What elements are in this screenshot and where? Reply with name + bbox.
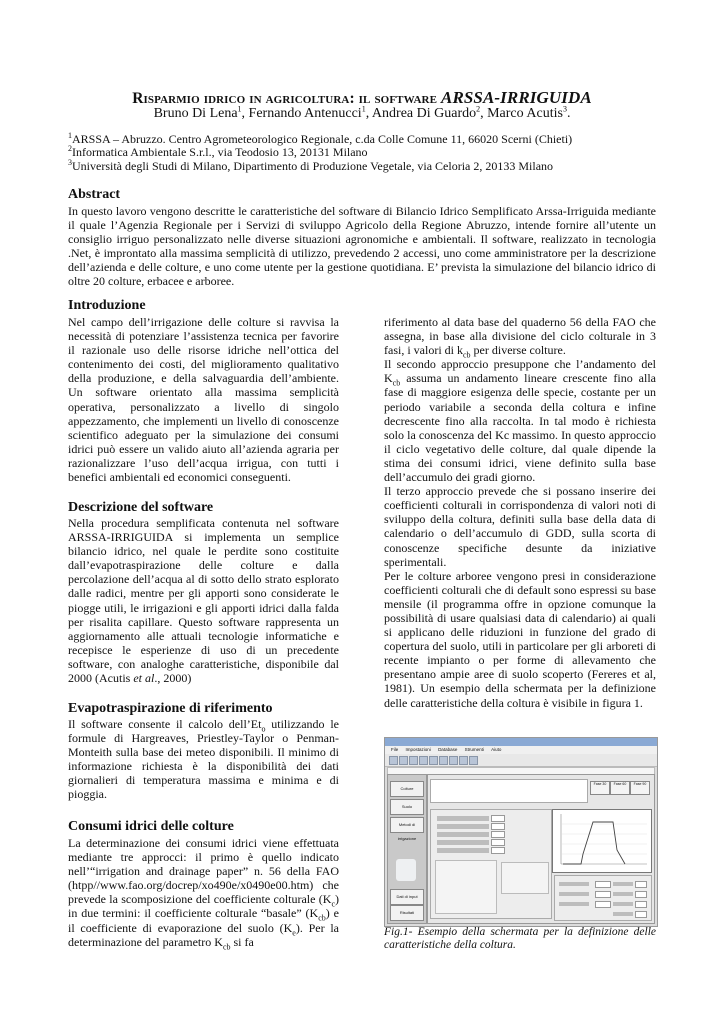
field-input bbox=[635, 891, 647, 898]
author: Fernando Antenucci$^1$, bbox=[248, 104, 372, 121]
field-label bbox=[437, 848, 489, 853]
title-main: Risparmio idrico in agricoltura: il software bbox=[132, 90, 438, 107]
evapo-heading: Evapotraspirazione di riferimento bbox=[68, 701, 273, 716]
field-label bbox=[559, 892, 589, 896]
kc-curve bbox=[553, 810, 651, 872]
toolbar-icon bbox=[389, 756, 398, 765]
toolbar-icon bbox=[429, 756, 438, 765]
affiliations bbox=[68, 133, 668, 173]
toolbar-icon bbox=[459, 756, 468, 765]
author: Bruno Di Lena$^1$, bbox=[153, 104, 249, 121]
field-input bbox=[595, 901, 611, 908]
toolbar-icon bbox=[469, 756, 478, 765]
figure-sidebar bbox=[387, 774, 427, 924]
affiliation: $^3$Università degli Studi di Milano, Dipartimento di Produzione Vegetale, via Celoria 2, 20133 Milano bbox=[68, 157, 554, 173]
intro-text: Nel campo dell’irrigazione delle colture si ravvisa la necessità di potenziare l’assistenza tecnica per favorire il razionale uso delle risorse idriche nell’ottica del contenimento dei costi, del miglioramento qualitativo della produzione, e della salvaguardia dell’ambiente. Un software orientato alla massima semplicità operativa, personalizzato a livello di singolo appezzamento, che implementi un livello di conoscenze scientifico adeguato per la simulazione dei consumi idrici può essere un valido aiuto all’azienda agraria per razionalizzare l’uso dell’acqua irrigua, con tutti i benefici ambientali ed economici conseguenti. bbox=[68, 315, 339, 485]
menu-item: Strumenti bbox=[464, 747, 484, 752]
field-input bbox=[491, 847, 505, 854]
menu-item: Aiuto bbox=[491, 747, 502, 752]
field-input bbox=[635, 881, 647, 888]
consumi-heading: Consumi idrici delle colture bbox=[68, 819, 234, 834]
figure-main-pane bbox=[427, 774, 655, 924]
field-input bbox=[491, 823, 505, 830]
field-input bbox=[595, 881, 611, 888]
field-input bbox=[491, 839, 505, 846]
window-titlebar bbox=[385, 738, 657, 746]
author: Marco Acutis$^3$. bbox=[487, 104, 571, 121]
field-label bbox=[437, 840, 489, 845]
title-software: ARSSA-IRRIGUIDA bbox=[441, 88, 592, 107]
field-label bbox=[613, 882, 633, 886]
sidebar-item: Dati di input bbox=[390, 889, 424, 905]
field-input bbox=[635, 901, 647, 908]
field-label bbox=[559, 902, 589, 906]
figure-caption: Fig.1- Esempio della schermata per la definizione delle caratteristiche della coltura. bbox=[384, 926, 656, 951]
affiliation: $^2$Informatica Ambientale S.r.l., via Teodosio 13, 20131 Milano bbox=[68, 144, 368, 160]
toolbar-icon bbox=[439, 756, 448, 765]
sidebar-item: Risultati bbox=[390, 905, 424, 921]
options-group bbox=[435, 860, 497, 914]
field-label bbox=[613, 892, 633, 896]
figure-software-screenshot bbox=[384, 737, 658, 927]
window-menubar bbox=[385, 746, 657, 754]
toolbar-icon bbox=[419, 756, 428, 765]
field-label bbox=[559, 882, 589, 886]
phase-button: Fase 60 bbox=[610, 781, 630, 795]
plant-icon bbox=[396, 859, 416, 881]
abstract-heading: Abstract bbox=[68, 187, 121, 202]
sidebar-item: Metodi di irrigazione bbox=[390, 817, 424, 833]
intro-heading: Introduzione bbox=[68, 298, 146, 313]
phase-button: Fase 30 bbox=[590, 781, 610, 795]
menu-item: Impostazioni bbox=[405, 747, 431, 752]
affiliation: $^1$ARSSA – Abruzzo. Centro Agrometeorologico Regionale, c.da Colle Comune 11, 66020 Scerni (Chieti) bbox=[68, 131, 573, 146]
abstract-text: In questo lavoro vengono descritte le caratteristiche del software di Bilancio Idrico Semplificato Arssa-Irriguida mediante il quale l’Agenzia Regionale per i Servizi di sviluppo Agricolo della Regione Abruzzo, intende fornire all’utente un consiglio irriguo personalizzato nelle diverse situazioni agronomiche e ambientali. Il software, realizzato in tecnologia .Net, è improntato alla massima semplicità di utilizzo, prevedendo 2 accessi, uno come amministratore per la descrizione dell’azienda e delle colture, e uno come utente per la gestione quotidiana. E’ prevista la simulazione del bilancio idrico di oltre 20 colture, erbacee e arboree. bbox=[68, 204, 656, 289]
sidebar-item: Suolo bbox=[390, 799, 424, 815]
field-input bbox=[491, 831, 505, 838]
field-input bbox=[491, 815, 505, 822]
descr-text: Nella procedura semplificata contenuta nel software ARSSA-IRRIGUIDA si implementa un semplice bilancio idrico, nel quale le perdite sono costituite dall’evapotraspirazione delle colture e dalla percolazione dell’acqua al di sotto dello strato esplorato dalle radici, mentre per gli apporti sono considerate le piogge utili, le irrigazioni e gli apporti idrici dalla falda per risalita capillare. Questo software rappresenta un aggiornamento alle attuali tecnologie informatiche e recepisce le esperienze di uso di un precedente software, con analoghe caratteristiche, disponibile dal 2000 (Acutis et al., 2000) bbox=[68, 516, 339, 686]
right-paragraph: Il secondo approccio presuppone che l’andamento del $K_{cb}$ assuma un andamento lineare crescente fino alla fase di maggiore esigenza delle specie, costante per un periodo variabile a seconda della coltura e infine decrescente fino alla raccolta. In tal modo è richiesta solo la conoscenza del Kc massimo. In questo approccio il ciclo vegetativo delle colture, dal quale dipende la stima dei consumi idrici, viene definito sulla base dell’accumulo dei gradi giorno. bbox=[384, 357, 656, 485]
dates-panel bbox=[554, 875, 652, 921]
field-label bbox=[613, 912, 633, 916]
toolbar-icon bbox=[449, 756, 458, 765]
field-label bbox=[613, 902, 633, 906]
author: Andrea Di Guardo$^2$, bbox=[371, 104, 488, 121]
menu-item: File bbox=[391, 747, 399, 752]
field-label bbox=[437, 824, 489, 829]
field-label bbox=[437, 832, 489, 837]
sidebar-item: Colture bbox=[390, 781, 424, 797]
kc-graph bbox=[552, 809, 652, 873]
right-paragraph: Il terzo approccio prevede che si possano inserire dei coefficienti colturali in corrispondenza di valori noti di sviluppo della coltura, definiti sulla base della data di calendario o dell’accumulo di GDD, sulla scorta di conoscenze specifiche desunte da iniziative sperimentali. bbox=[384, 484, 656, 569]
field-input bbox=[595, 891, 611, 898]
phase-button: Fase 90 bbox=[630, 781, 650, 795]
notes-box bbox=[430, 779, 588, 803]
field-input bbox=[635, 911, 647, 918]
parameters-panel bbox=[430, 809, 552, 919]
right-paragraph: riferimento al data base del quaderno 56 della FAO che assegna, in base alla divisione del ciclo colturale in 3 fasi, i valori di $k_{cb}$ per diverse colture. bbox=[384, 315, 656, 360]
window-toolbar bbox=[385, 754, 657, 767]
toolbar-icon bbox=[409, 756, 418, 765]
right-paragraph: Per le colture arboree vengono presi in considerazione coefficienti colturali che di default sono espressi su base mensile (il programma offre in opzione comunque la possibilità di usare qualsiasi data di calendario) ai quali si applicano delle riduzioni in funzione del grado di copertura del suolo, utili in particolare per gli arboreti di recente impianto o per forme di allevamento che presentano ampie aree di suolo scoperto (Fereres et al, 1981). Un esempio della schermata per la definizione delle caratteristiche della coltura è visibile in figura 1. bbox=[384, 568, 656, 710]
consumi-text: La determinazione dei consumi idrici viene effettuata mediante tre approcci: il primo è quello indicato nell’“irrigation and drainage paper” n. 56 della FAO (htpp//www.fao.org/docrep/xo490e/x0490e00.htm) che prevede la scomposizione del coefficiente colturale $(K_c)$ in due termini: il coefficiente colturale “basale” $(K_{cb})$ e il coefficiente di evaporazione del suolo $(K_e)$. Per la determinazione del parametro $K_{cb}$ si fa bbox=[68, 836, 339, 952]
descr-heading: Descrizione del software bbox=[68, 500, 214, 515]
author-list bbox=[60, 106, 664, 122]
evapo-text: Il software consente il calcolo $dell’Et_o$ utilizzando le formule di Hargreaves, Priestley-Taylor o Penman-Monteith sulla base dei meteo disponibili. Il minimo di informazione richiesta è la disponibilità dei dati giornalieri di temperatura massima e minima e di pioggia. bbox=[68, 717, 339, 802]
info-box bbox=[501, 862, 549, 894]
field-label bbox=[437, 816, 489, 821]
right-column-text bbox=[384, 315, 656, 710]
toolbar-icon bbox=[399, 756, 408, 765]
menu-item: Database bbox=[438, 747, 458, 752]
